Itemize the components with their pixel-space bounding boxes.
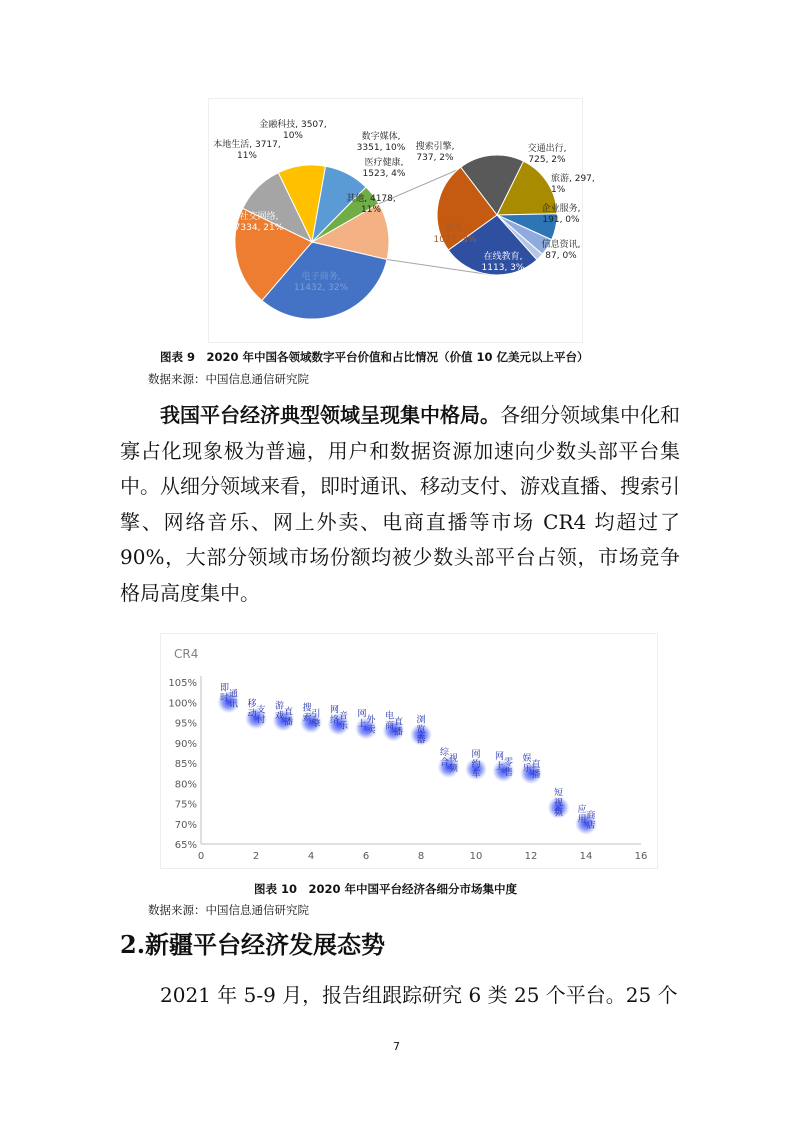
y-tick-label: 80%: [174, 779, 197, 791]
sub-pie-label-3: 企业服务, 191, 0%: [541, 204, 581, 225]
point-label-5: 网上外卖: [357, 709, 376, 736]
x-tick-label: 12: [524, 851, 538, 862]
x-tick-label: 6: [362, 851, 370, 862]
point-label-3: 搜索引擎: [302, 703, 321, 730]
sub-pie-label-1: 交通出行, 725, 2%: [527, 144, 567, 165]
paragraph-concentration: [120, 398, 680, 611]
figure-10-source: 数据来源：中国信息通信研究院: [148, 903, 309, 917]
cr4-scatter-chart: [161, 634, 659, 870]
y-tick-label: 100%: [168, 698, 197, 710]
pie-label-1: 社交网络, 7334, 21%: [234, 212, 284, 233]
sub-pie-label-2: 旅游, 297, 1%: [551, 174, 595, 195]
point-label-12: 短视频: [553, 788, 564, 819]
sub-pie-label-6: 游戏, 1027, 3%: [433, 224, 477, 245]
x-tick-label: 8: [417, 851, 425, 862]
x-tick-label: 16: [634, 851, 648, 862]
y-tick-label: 90%: [174, 738, 197, 750]
point-label-11: 娱乐直播: [522, 754, 541, 781]
point-label-8: 综合视频: [439, 748, 459, 775]
point-label-9: 网约车: [471, 750, 481, 781]
paragraph-lead: 我国平台经济典型领域呈现集中格局。: [160, 403, 500, 427]
y-tick-label: 85%: [174, 759, 197, 770]
sub-pie-label-5: 在线教育, 1113, 3%: [481, 252, 525, 273]
point-label-7: 浏览器: [416, 715, 426, 746]
page-number: 7: [393, 1040, 400, 1053]
paragraph-xinjiang: 2021 年 5-9 月，报告组跟踪研究 6 类 25 个平台。25 个: [160, 983, 678, 1007]
y-tick-label: 75%: [174, 799, 197, 811]
point-label-0: 即时通讯: [219, 683, 239, 710]
x-tick-label: 2: [252, 851, 260, 862]
point-label-10: 网上零售: [494, 752, 514, 779]
figure-10-scatter-chart: [160, 633, 658, 869]
x-tick-label: 4: [307, 851, 315, 862]
section-heading: 2.新疆平台经济发展态势: [120, 930, 386, 959]
point-label-2: 游戏直播: [274, 701, 294, 728]
pie-of-pie-chart: [209, 99, 595, 344]
y-tick-label: 95%: [174, 718, 197, 730]
y-tick-label: 70%: [174, 819, 197, 831]
sub-pie-label-0: 搜索引擎, 737, 2%: [415, 142, 455, 163]
pie-label-2: 本地生活, 3717, 11%: [213, 140, 281, 161]
figure-10-caption: 图表 10 2020 年中国平台经济各细分市场集中度: [254, 882, 518, 896]
figure-9-pie-chart: [208, 98, 595, 343]
pie-label-5: 医疗健康, 1523, 4%: [362, 158, 406, 179]
pie-label-4: 数字媒体, 3351, 10%: [356, 132, 406, 153]
x-tick-label: 10: [469, 851, 483, 862]
point-label-1: 移动支付: [247, 699, 266, 726]
x-tick-label: 14: [579, 851, 593, 862]
x-tick-label: 0: [197, 851, 205, 862]
pie-label-3: 金融科技, 3507, 10%: [259, 120, 327, 141]
point-label-13: 应用商店: [577, 804, 596, 831]
point-label-6: 电商直播: [384, 711, 404, 738]
chart-title: CR4: [174, 647, 199, 661]
pie-label-6: 其他, 4178, 11%: [346, 194, 396, 215]
paragraph-body: 各细分领域集中化和寡占化现象极为普遍，用户和数据资源加速向少数头部平台集中。从细分领域来看，即时通讯、移动支付、游戏直播、搜索引擎、网络音乐、网上外卖、电商直播等市场 CR4 均超过了 90%，大部分领域市场份额均被少数头部平台占领，市场竞争格局高度集中。: [120, 403, 680, 605]
point-label-4: 网络音乐: [329, 705, 349, 732]
figure-9-caption: 图表 9 2020 年中国各领域数字平台价值和占比情况（价值 10 亿美元以上平台）: [160, 350, 589, 364]
y-tick-label: 65%: [174, 840, 197, 851]
pie-label-0: 电子商务, 11432, 32%: [293, 272, 349, 293]
y-tick-label: 105%: [168, 678, 197, 689]
sub-pie-label-4: 信息资讯, 87, 0%: [541, 240, 581, 261]
figure-9-source: 数据来源：中国信息通信研究院: [148, 372, 309, 386]
